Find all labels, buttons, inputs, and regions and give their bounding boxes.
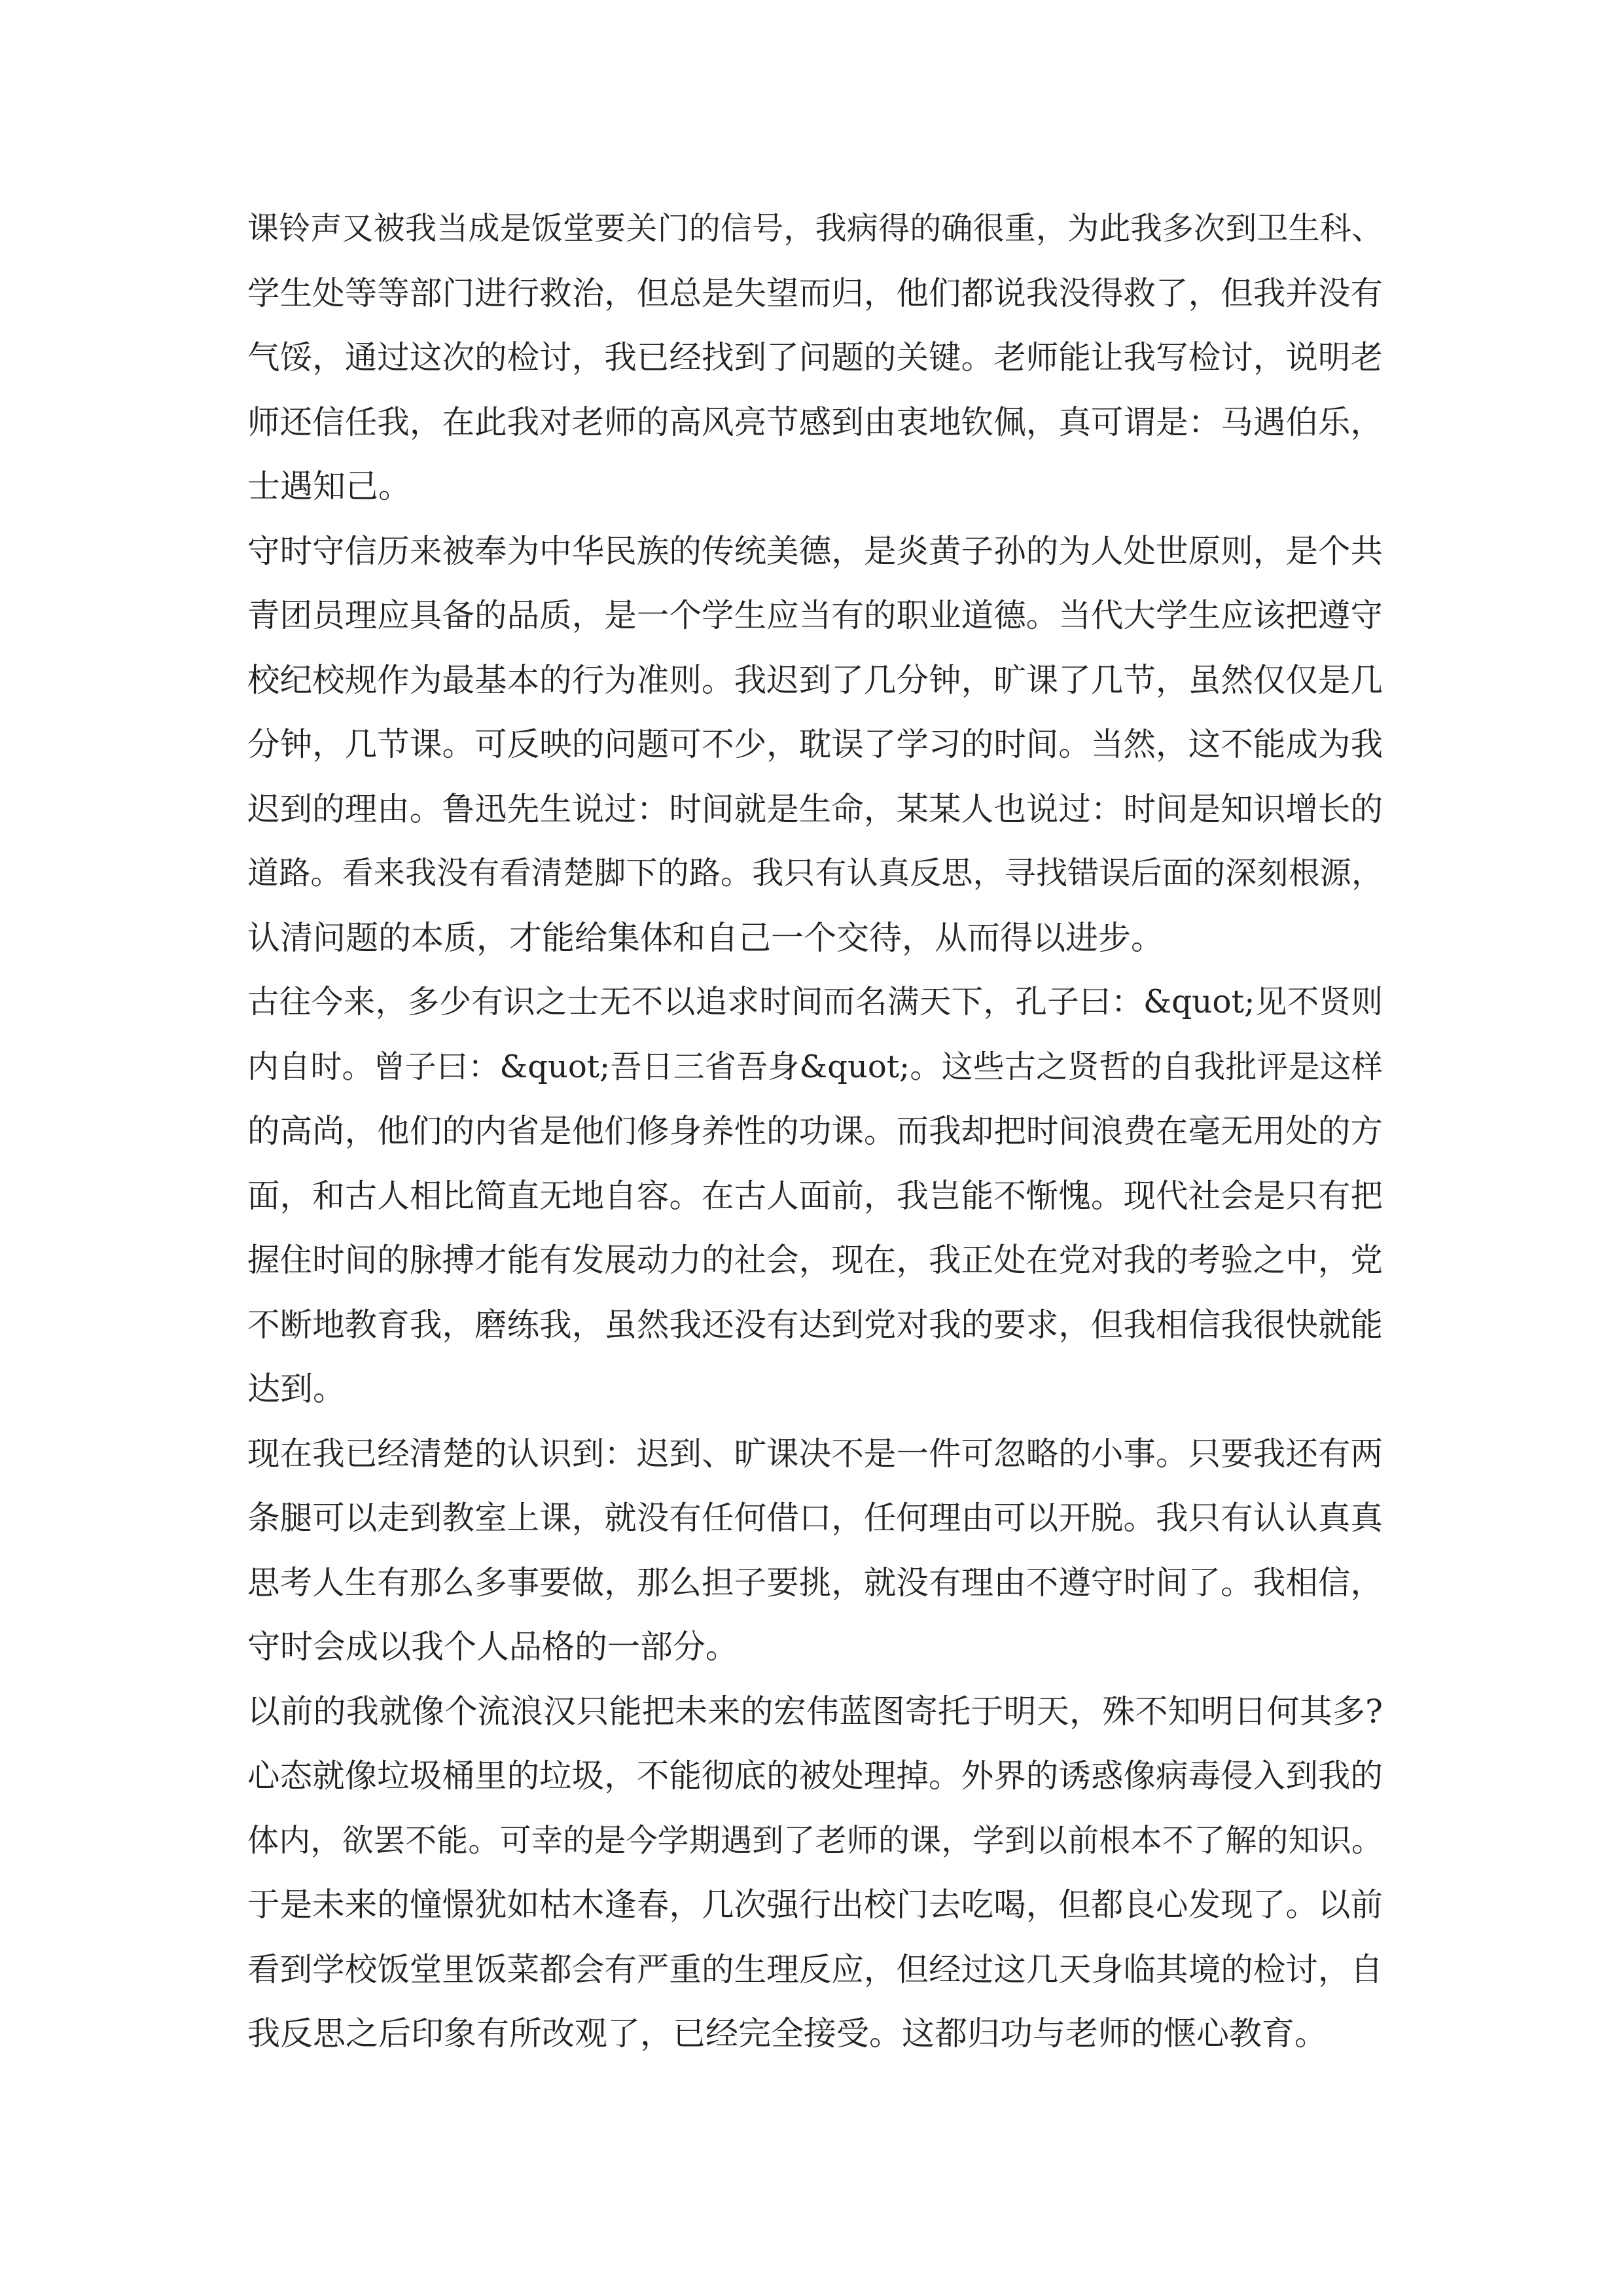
paragraph-2 (247, 519, 1383, 971)
text-line: 迟到的理由。鲁迅先生说过：时间就是生命，某某人也说过：时间是知识增长的 (247, 789, 1383, 828)
text-line: 气馁，通过这次的检讨，我已经找到了问题的关键。老师能让我写检讨，说明老 (247, 338, 1383, 376)
text-line: 现在我已经清楚的认识到：迟到、旷课决不是一件可忽略的小事。只要我还有两 (247, 1434, 1383, 1473)
text-line: 面，和古人相比简直无地自容。在古人面前，我岂能不惭愧。现代社会是只有把 (247, 1176, 1383, 1215)
text-line: 思考人生有那么多事要做，那么担子要挑，就没有理由不遵守时间了。我相信， (247, 1563, 1383, 1602)
text-line: 握住时间的脉搏才能有发展动力的社会，现在，我正处在党对我的考验之中，党 (247, 1241, 1383, 1279)
paragraph-3 (247, 970, 1383, 1422)
text-line: 认清问题的本质，才能给集体和自己一个交待，从而得以进步。 (247, 918, 1164, 957)
text-line: 守时守信历来被奉为中华民族的传统美德，是炎黄子孙的为人处世原则，是个共 (247, 531, 1383, 570)
text-line: 道路。看来我没有看清楚脚下的路。我只有认真反思，寻找错误后面的深刻根源， (247, 855, 1383, 891)
paragraph-4 (247, 1422, 1383, 1679)
text-line: 士遇知己。 (247, 467, 411, 505)
text-line: 看到学校饭堂里饭菜都会有严重的生理反应，但经过这几天身临其境的检讨，自 (247, 1950, 1383, 1988)
paragraph-1 (247, 196, 1383, 519)
text-line: 守时会成以我个人品格的一部分。 (247, 1628, 738, 1666)
document-body (247, 196, 1383, 2066)
text-line: 以前的我就像个流浪汉只能把未来的宏伟蓝图寄托于明天，殊不知明日何其多? (247, 1692, 1383, 1731)
text-line: 心态就像垃圾桶里的垃圾，不能彻底的被处理掉。外界的诱惑像病毒侵入到我的 (247, 1757, 1383, 1795)
text-line: 学生处等等部门进行救治，但总是失望而归，他们都说我没得救了，但我并没有 (247, 274, 1383, 312)
text-line: 的高尚，他们的内省是他们修身养性的功课。而我却把时间浪费在毫无用处的方 (247, 1112, 1383, 1150)
text-line: 师还信任我，在此我对老师的高风亮节感到由衷地钦佩，真可谓是：马遇伯乐， (247, 403, 1383, 441)
text-line: 条腿可以走到教室上课，就没有任何借口，任何理由可以开脱。我只有认认真真 (247, 1499, 1383, 1537)
text-line: 青团员理应具备的品质，是一个学生应当有的职业道德。当代大学生应该把遵守 (247, 596, 1383, 634)
text-line: 分钟，几节课。可反映的问题可不少，耽误了学习的时间。当然，这不能成为我 (247, 725, 1383, 763)
paragraph-5 (247, 1679, 1383, 2066)
text-line: 我反思之后印象有所改观了，已经完全接受。这都归功与老师的惬心教育。 (247, 2015, 1327, 2053)
text-line: 体内，欲罢不能。可幸的是今学期遇到了老师的课，学到以前根本不了解的知识。 (247, 1821, 1383, 1859)
text-line: 达到。 (247, 1370, 346, 1408)
text-line: 古往今来，多少有识之士无不以追求时间而名满天下，孔子曰：&quot;见不贤则 (247, 984, 1383, 1020)
text-line: 内自时。曾子曰：&quot;吾日三省吾身&quot;。这些古之贤哲的自我批评是这样 (247, 1048, 1383, 1085)
text-line: 不断地教育我，磨练我，虽然我还没有达到党对我的要求，但我相信我很快就能 (247, 1305, 1383, 1344)
text-line: 校纪校规作为最基本的行为准则。我迟到了几分钟，旷课了几节，虽然仅仅是几 (247, 660, 1383, 699)
text-line: 于是未来的憧憬犹如枯木逢春，几次强行出校门去吃喝，但都良心发现了。以前 (247, 1886, 1383, 1924)
text-line: 课铃声又被我当成是饭堂要关门的信号，我病得的确很重，为此我多次到卫生科、 (247, 210, 1383, 247)
